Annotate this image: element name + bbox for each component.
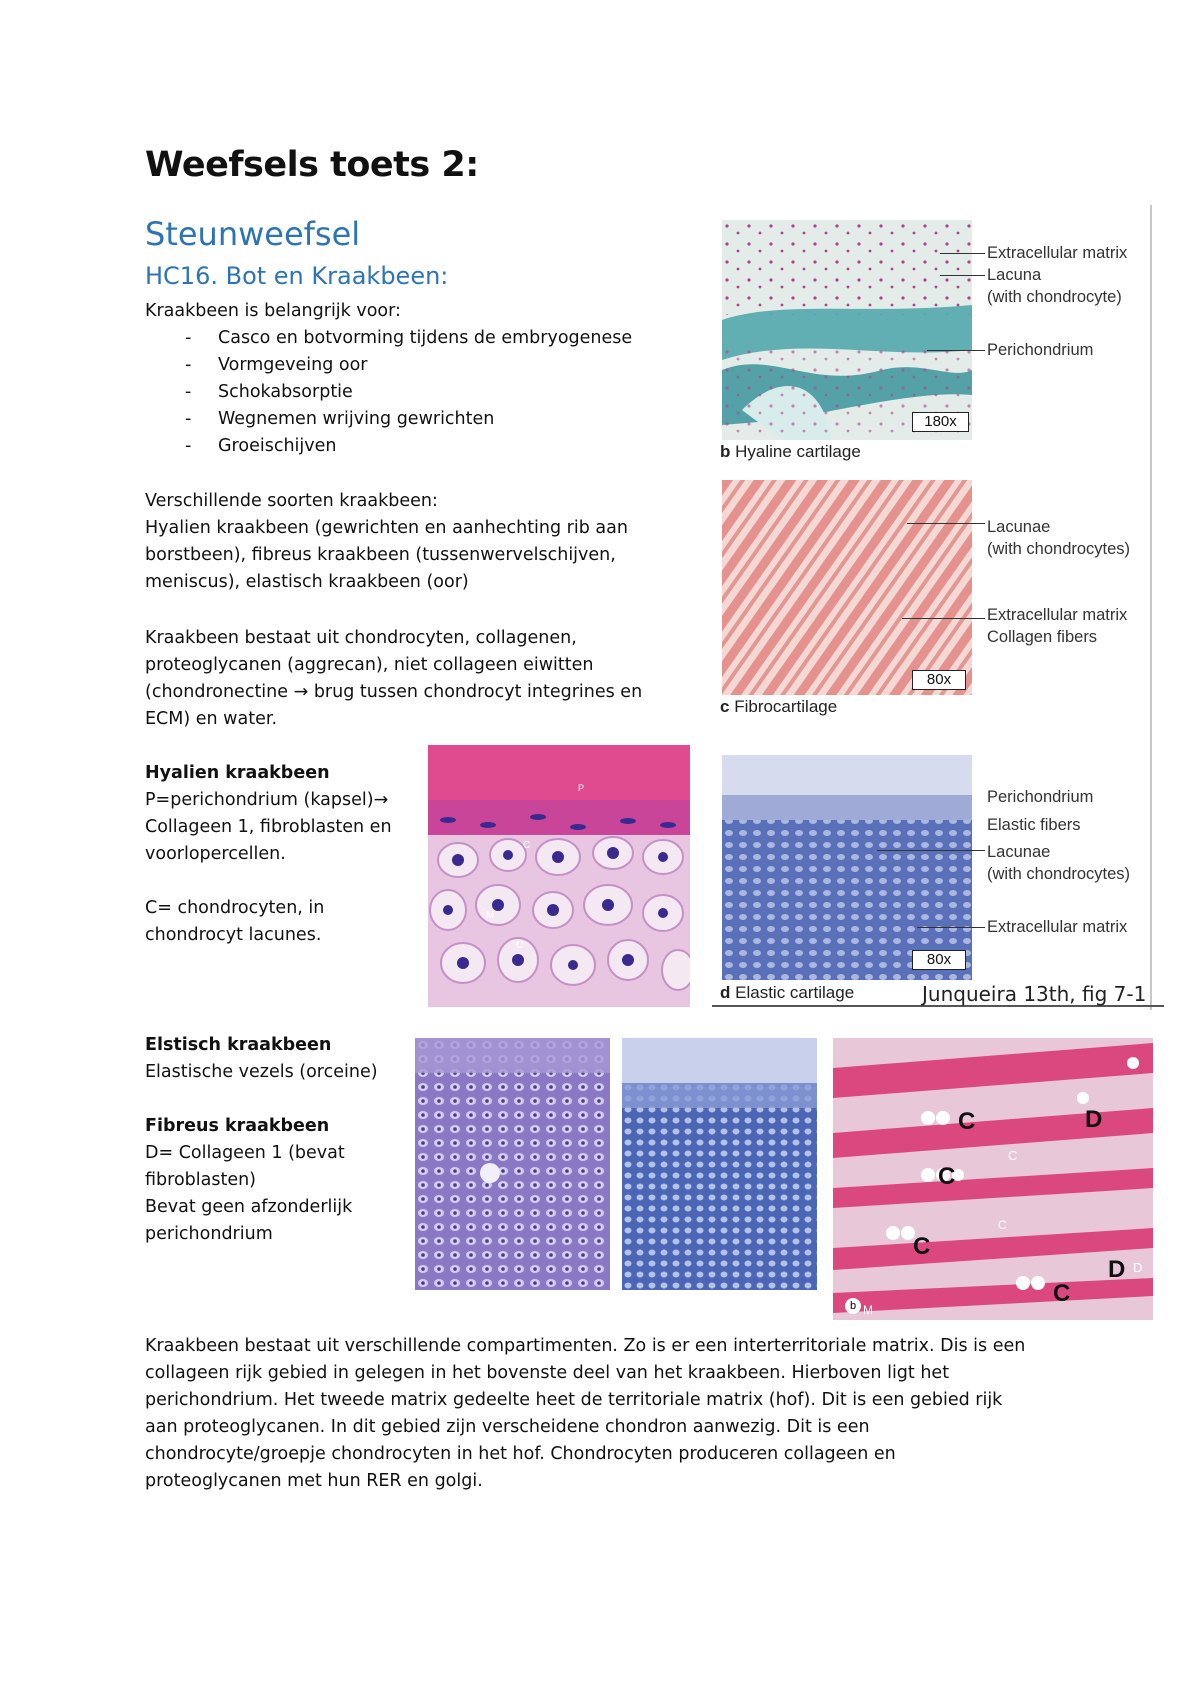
letter-label: M (486, 910, 495, 921)
list-item: - Vormgeveing oor (145, 352, 705, 379)
letter-label: D (1085, 1106, 1103, 1133)
paragraph-line: D= Collageen 1 (bevat (145, 1143, 345, 1163)
subsection-heading: HC16. Bot en Kraakbeen: (145, 262, 449, 290)
caption-fibrocartilage: c Fibrocartilage (720, 697, 838, 716)
paragraph-line: Collageen 1, fibroblasten en (145, 817, 392, 837)
label-lacunae: Lacunae (987, 843, 1051, 861)
label-with-chondrocytes: (with chondrocytes) (987, 865, 1131, 883)
paragraph-line: ECM) en water. (145, 709, 278, 729)
scale-badge: 80x (912, 670, 966, 690)
letter-label: C (938, 1163, 956, 1190)
letter-label: M (863, 1303, 873, 1317)
label-with-chondrocyte: (with chondrocyte) (987, 288, 1122, 306)
paragraph-line: Kraakbeen bestaat uit verschillende compartimenten. Zo is er een interterritoriale matrix. Dis is een (145, 1336, 1026, 1356)
letter-label: C (958, 1108, 976, 1135)
paragraph-line: perichondrium. Het tweede matrix gedeelte heet de territoriale matrix (hof). Dit is een gebied rijk (145, 1390, 1003, 1410)
fibreus-heading: Fibreus kraakbeen (145, 1116, 330, 1136)
page-title: Weefsels toets 2: (145, 145, 479, 185)
elastic-orcein-micrograph (415, 1038, 610, 1290)
scale-badge: 180x (912, 412, 969, 432)
paragraph-line: Bevat geen afzonderlijk (145, 1197, 353, 1217)
closing-paragraph (145, 1333, 1065, 1495)
paragraph-line: borstbeen), fibreus kraakbeen (tussenwervelschijven, (145, 545, 616, 565)
paragraph-line: C= chondrocyten, in (145, 898, 325, 918)
paragraph-line: (chondronectine → brug tussen chondrocyt integrines en (145, 682, 643, 702)
caption-hyaline: b Hyaline cartilage (720, 442, 861, 461)
label-lacuna: Lacuna (987, 266, 1042, 284)
hyaline-cartilage-micrograph (722, 220, 972, 440)
paragraph-line: voorlopercellen. (145, 844, 286, 864)
intro-list (145, 325, 705, 460)
fibrocartilage-micrograph (722, 480, 972, 695)
list-item: - Schokabsorptie (145, 379, 705, 406)
letter-label: C (1008, 1148, 1018, 1163)
hyalien-block (145, 760, 415, 949)
letter-label: C (1053, 1280, 1071, 1307)
paragraph-line: chondrocyt lacunes. (145, 925, 322, 945)
types-lead: Verschillende soorten kraakbeen: (145, 491, 438, 511)
paragraph-line: perichondrium (145, 1224, 273, 1244)
scale-badge: 80x (912, 950, 966, 970)
label-perichondrium: Perichondrium (987, 788, 1094, 806)
elastisch-heading: Elstisch kraakbeen (145, 1035, 332, 1055)
list-item: - Groeischijven (145, 433, 705, 460)
paragraph-line: aan proteoglycanen. In dit gebied zijn verscheidene chondron aanwezig. Dit is een (145, 1417, 870, 1437)
label-perichondrium: Perichondrium (987, 341, 1094, 359)
letter-label: D (1133, 1260, 1143, 1275)
figure-source: Junqueira 13th, fig 7-1 (922, 982, 1147, 1006)
letter-label: P (578, 783, 585, 793)
list-item: - Wegnemen wrijving gewrichten (145, 406, 705, 433)
letter-label: C (998, 1218, 1007, 1232)
elastic-cartilage-micrograph (722, 755, 972, 980)
letter-label: C (913, 1233, 931, 1260)
paragraph-line: meniscus), elastisch kraakbeen (oor) (145, 572, 469, 592)
intro-block (145, 298, 705, 460)
hyaline-he-micrograph (428, 745, 690, 1007)
elastic-blue-micrograph (622, 1038, 817, 1290)
label-with-chondrocytes: (with chondrocytes) (987, 540, 1131, 558)
letter-label: D (1108, 1256, 1126, 1283)
elastisch-block (145, 1032, 405, 1248)
panel-letter-badge: b (845, 1298, 861, 1314)
hyalien-heading: Hyalien kraakbeen (145, 763, 330, 783)
intro-lead: Kraakbeen is belangrijk voor: (145, 301, 401, 321)
paragraph-line: Kraakbeen bestaat uit chondrocyten, collagenen, (145, 628, 577, 648)
label-collagen-fibers: Collagen fibers (987, 628, 1098, 646)
label-extracellular-matrix: Extracellular matrix (987, 918, 1128, 936)
paragraph-line: chondrocyte/groepje chondrocyten in het hof. Chondrocyten produceren collageen en (145, 1444, 896, 1464)
list-item: - Casco en botvorming tijdens de embryogenese (145, 325, 705, 352)
junqueira-figure (712, 205, 1157, 1013)
paragraph-line: fibroblasten) (145, 1170, 257, 1190)
paragraph-line: Hyalien kraakbeen (gewrichten en aanhechting rib aan (145, 518, 628, 538)
letter-label: C (516, 940, 524, 951)
composition-paragraph (145, 625, 705, 733)
paragraph-line: P=perichondrium (kapsel)→ (145, 790, 389, 810)
paragraph-line: Elastische vezels (orceine) (145, 1062, 378, 1082)
caption-elastic: d Elastic cartilage (720, 983, 855, 1002)
label-elastic-fibers: Elastic fibers (987, 816, 1081, 834)
types-paragraph (145, 488, 705, 596)
paragraph-line: proteoglycanen (aggrecan), niet collageen eiwitten (145, 655, 594, 675)
label-extracellular-matrix: Extracellular matrix (987, 244, 1128, 262)
paragraph-line: proteoglycanen met hun RER en golgi. (145, 1471, 483, 1491)
label-extracellular-matrix: Extracellular matrix (987, 606, 1128, 624)
paragraph-line: collageen rijk gebied in gelegen in het bovenste deel van het kraakbeen. Hierboven ligt het (145, 1363, 950, 1383)
label-lacunae: Lacunae (987, 518, 1051, 536)
letter-label: C (523, 840, 531, 851)
section-heading: Steunweefsel (145, 215, 361, 253)
fibrocartilage-he-micrograph (833, 1038, 1153, 1320)
